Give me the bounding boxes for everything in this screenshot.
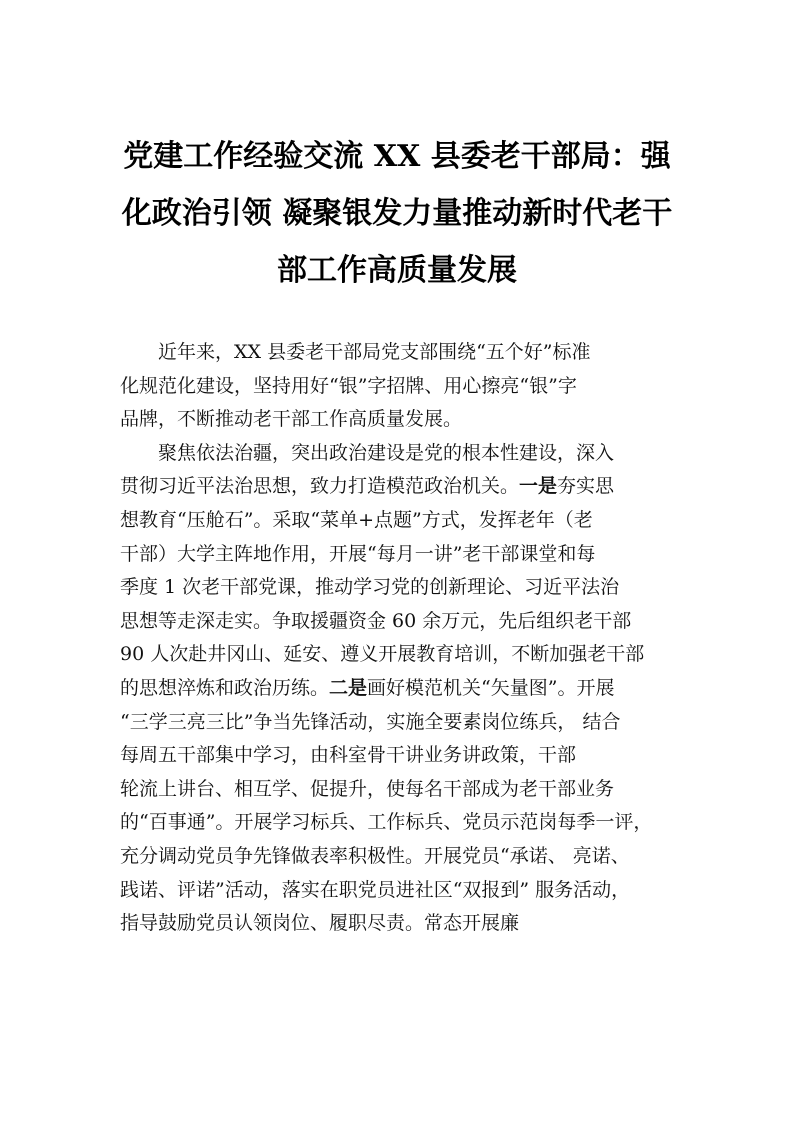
- paragraph-line: 季度 1 次老干部党课，推动学习党的创新理论、习近平法治: [120, 576, 620, 599]
- paragraph-line: 90 人次赴井冈山、延安、遵义开展教育培训，不断加强老干部: [120, 643, 645, 666]
- paragraph-line: 聚焦依法治疆，突出政治建设是党的根本性建设，深入: [158, 441, 615, 464]
- paragraph-line: [120, 470, 700, 504]
- paragraph-line: 化规范化建设，坚持用好“银”字招牌、用心擦亮“银”字: [120, 374, 577, 397]
- paragraph-1: [120, 336, 700, 437]
- point-marker-first: 一是: [519, 475, 558, 498]
- text-run: 的思想淬炼和政治历练。: [120, 676, 330, 699]
- paragraph-line: 每周五干部集中学习，由科室骨干讲业务讲政策，干部: [120, 744, 577, 767]
- paragraph-line: 思想等走深走实。争取援疆资金 60 余万元，先后组织老干部: [120, 609, 632, 632]
- text-run: 夯实思: [557, 475, 615, 498]
- paragraph-line: 践诺、评诺”活动，落实在职党员进社区“双报到” 服务活动，: [120, 878, 631, 901]
- paragraph-line: 的“百事通”。开展学习标兵、工作标兵、党员示范岗每季一评，: [120, 811, 653, 834]
- paragraph-line: [120, 672, 700, 706]
- paragraph-line: 干部）大学主阵地作用，开展“每月一讲”老干部课堂和每: [120, 542, 596, 565]
- paragraph-line: “三学三亮三比”争当先锋活动，实施全要素岗位练兵， 结合: [120, 710, 621, 733]
- title-line-2: 化政治引领 凝聚银发力量推动新时代老干: [121, 196, 673, 231]
- paragraph-line: 近年来，XX 县委老干部局党支部围绕“五个好”标准: [158, 341, 591, 363]
- paragraph-line: 品牌，不断推动老干部工作高质量发展。: [120, 408, 463, 431]
- title-line-3: 部工作高质量发展: [277, 253, 517, 288]
- paragraph-line: 指导鼓励党员认领岗位、履职尽责。常态开展廉: [120, 912, 520, 935]
- title-line-1: 党建工作经验交流 XX 县委老干部局：强: [123, 139, 671, 174]
- paragraph-line: 充分调动党员争先锋做表率积极性。开展党员“承诺、 亮诺、: [120, 844, 630, 867]
- document-body: [120, 336, 700, 941]
- paragraph-line: 轮流上讲台、相互学、促提升，使每名干部成为老干部业务: [120, 777, 615, 800]
- text-run: 贯彻习近平法治思想，致力打造模范政治机关。: [120, 475, 520, 498]
- paragraph-2: [120, 437, 700, 941]
- document-title: [110, 128, 684, 299]
- text-run: 画好模范机关“矢量图”。开展: [367, 676, 615, 699]
- point-marker-second: 二是: [329, 676, 368, 699]
- paragraph-line: 想教育“压舱石”。采取“菜单+点题”方式，发挥老年（老: [120, 508, 593, 531]
